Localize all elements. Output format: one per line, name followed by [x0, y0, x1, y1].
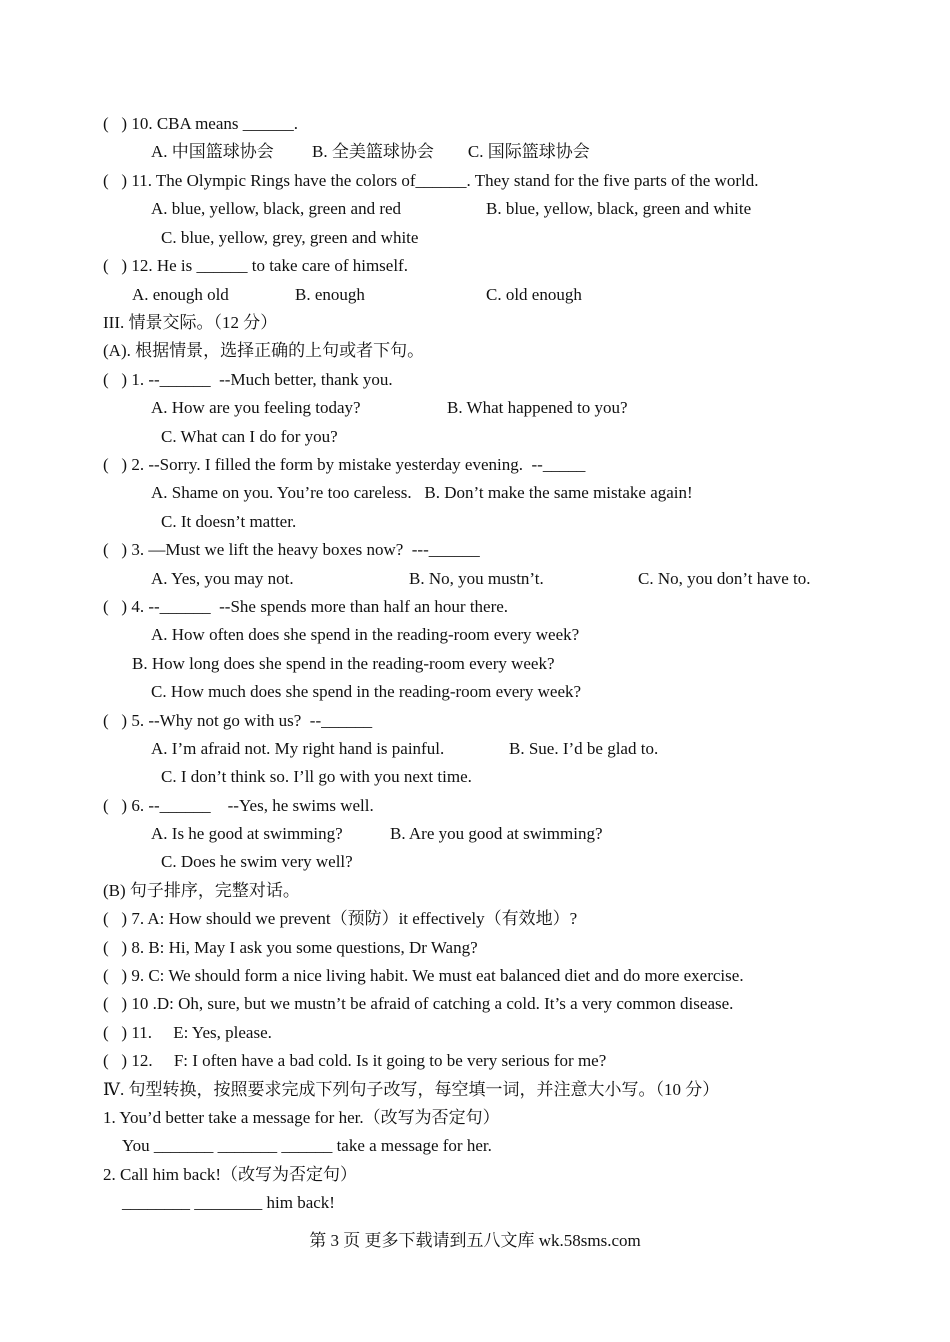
question-10-options: A. 中国篮球协会 B. 全美篮球协会 C. 国际篮球协会: [151, 142, 590, 161]
question-12-option-b: B. enough: [295, 285, 365, 304]
ordering-11: ( ) 11. E: Yes, please.: [103, 1023, 272, 1042]
dialog-3-option-b: B. No, you mustn’t.: [409, 569, 544, 588]
transform-1: 1. You’d better take a message for her.（改写为否定句）: [103, 1108, 500, 1127]
dialog-2: ( ) 2. --Sorry. I filled the form by mistake yesterday evening. --_____: [103, 455, 586, 474]
question-11-option-b: B. blue, yellow, black, green and white: [486, 199, 752, 218]
dialog-6-option-a: A. Is he good at swimming?: [151, 824, 343, 843]
section-3a-instruction: (A). 根据情景，选择正确的上句或者下句。: [103, 341, 425, 360]
dialog-5: ( ) 5. --Why not go with us? --______: [103, 711, 373, 730]
section-3b-instruction: (B) 句子排序，完整对话。: [103, 881, 300, 900]
dialog-1-option-a: A. How are you feeling today?: [151, 398, 361, 417]
dialog-4-option-b: B. How long does she spend in the reading-room every week?: [132, 654, 555, 673]
dialog-3-option-c: C. No, you don’t have to.: [638, 569, 811, 588]
question-11-option-a: A. blue, yellow, black, green and red: [151, 199, 402, 218]
dialog-3: ( ) 3. —Must we lift the heavy boxes now? ---______: [103, 540, 480, 559]
ordering-12: ( ) 12. F: I often have a bad cold. Is it going to be very serious for me?: [103, 1051, 607, 1070]
ordering-8: ( ) 8. B: Hi, May I ask you some questions, Dr Wang?: [103, 938, 478, 957]
dialog-3-option-a: A. Yes, you may not.: [151, 569, 294, 588]
dialog-6: ( ) 6. --______ --Yes, he swims well.: [103, 796, 374, 815]
question-11: ( ) 11. The Olympic Rings have the colors of______. They stand for the five parts of the world.: [103, 171, 759, 190]
dialog-6-option-c: C. Does he swim very well?: [161, 852, 353, 871]
question-10: ( ) 10. CBA means ______.: [103, 114, 299, 133]
page-footer: 第 3 页 更多下载请到五八文库 wk.58sms.com: [309, 1231, 641, 1250]
dialog-1: ( ) 1. --______ --Much better, thank you.: [103, 370, 393, 389]
dialog-2-options-ab: A. Shame on you. You’re too careless. B. Don’t make the same mistake again!: [151, 483, 693, 502]
ordering-10: ( ) 10 .D: Oh, sure, but we mustn’t be afraid of catching a cold. It’s a very common disease.: [103, 994, 734, 1013]
dialog-1-option-c: C. What can I do for you?: [161, 427, 338, 446]
dialog-5-option-b: B. Sue. I’d be glad to.: [509, 739, 659, 758]
transform-2-answer: ________ ________ him back!: [122, 1193, 335, 1212]
question-12: ( ) 12. He is ______ to take care of himself.: [103, 256, 408, 275]
ordering-9: ( ) 9. C: We should form a nice living habit. We must eat balanced diet and do more exercise.: [103, 966, 744, 985]
question-12-option-c: C. old enough: [486, 285, 582, 304]
transform-1-answer: You _______ _______ ______ take a message for her.: [122, 1136, 492, 1155]
dialog-4-option-c: C. How much does she spend in the reading-room every week?: [151, 682, 582, 701]
section-4-heading: Ⅳ. 句型转换，按照要求完成下列句子改写，每空填一词，并注意大小写。（10 分）: [103, 1080, 720, 1099]
dialog-2-option-c: C. It doesn’t matter.: [161, 512, 297, 531]
question-12-option-a: A. enough old: [132, 285, 229, 304]
dialog-5-option-c: C. I don’t think so. I’ll go with you next time.: [161, 767, 472, 786]
dialog-5-option-a: A. I’m afraid not. My right hand is painful.: [151, 739, 445, 758]
question-11-option-c: C. blue, yellow, grey, green and white: [161, 228, 419, 247]
dialog-4: ( ) 4. --______ --She spends more than half an hour there.: [103, 597, 509, 616]
ordering-7: ( ) 7. A: How should we prevent（预防）it effectively（有效地）?: [103, 909, 578, 928]
transform-2: 2. Call him back!（改写为否定句）: [103, 1165, 358, 1184]
dialog-1-option-b: B. What happened to you?: [447, 398, 628, 417]
dialog-6-option-b: B. Are you good at swimming?: [390, 824, 603, 843]
section-3-heading: III. 情景交际。（12 分）: [103, 313, 278, 332]
dialog-4-option-a: A. How often does she spend in the reading-room every week?: [151, 625, 580, 644]
